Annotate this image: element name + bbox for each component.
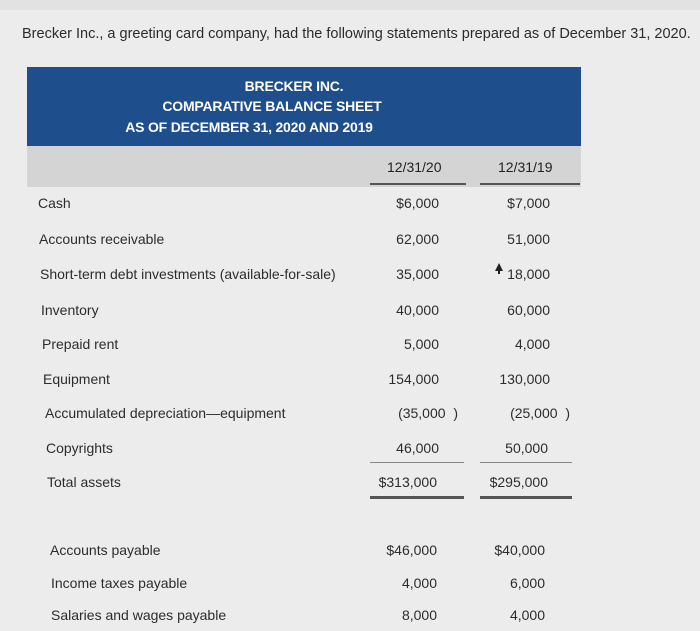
statement-header xyxy=(27,67,581,146)
value-2020-prepaid-rent: 5,000 xyxy=(403,336,439,352)
value-2019-salaries-wages-payable: 4,000 xyxy=(509,607,545,623)
row-label-inventory: Inventory xyxy=(41,302,99,318)
value-2020-cash: $6,000 xyxy=(396,195,439,211)
value-2019-accounts-receivable: 51,000 xyxy=(507,231,550,247)
value-2019-accumulated-depreciation: (25,000 ) xyxy=(510,405,570,421)
row-label-short-term-investments: Short-term debt investments (available-for-sale) xyxy=(40,266,336,282)
subtotal-line-2020 xyxy=(370,462,464,463)
subtotal-line-2019 xyxy=(480,462,572,463)
column-header-2020: 12/31/20 xyxy=(387,159,442,175)
column-underline-2020 xyxy=(370,183,466,185)
total-double-line-2019 xyxy=(480,496,572,499)
value-2019-equipment: 130,000 xyxy=(499,371,550,387)
total-double-line-2020 xyxy=(370,496,464,499)
value-2020-copyrights: 46,000 xyxy=(396,440,439,456)
row-label-accumulated-depreciation: Accumulated depreciation—equipment xyxy=(45,405,286,421)
value-2020-accumulated-depreciation: (35,000 ) xyxy=(398,405,458,421)
value-2019-total-assets: $295,000 xyxy=(489,474,548,490)
statement-period: AS OF DECEMBER 31, 2020 AND 2019 xyxy=(125,119,373,135)
row-label-cash: Cash xyxy=(38,195,71,211)
intro-text: Brecker Inc., a greeting card company, had the following statements prepared as of December 31, 2020. xyxy=(22,26,691,42)
row-label-total-assets: Total assets xyxy=(47,474,121,490)
row-label-copyrights: Copyrights xyxy=(46,440,113,456)
value-2019-short-term-investments: 18,000 xyxy=(507,266,550,282)
value-2019-income-taxes-payable: 6,000 xyxy=(509,575,545,591)
value-2020-equipment: 154,000 xyxy=(388,371,439,387)
value-2020-total-assets: $313,000 xyxy=(378,474,437,490)
column-header-2019: 12/31/19 xyxy=(498,159,553,175)
value-2020-short-term-investments: 35,000 xyxy=(396,266,439,282)
value-2020-salaries-wages-payable: 8,000 xyxy=(401,607,437,623)
mouse-cursor-icon xyxy=(495,263,503,271)
value-2019-copyrights: 50,000 xyxy=(505,440,548,456)
column-underline-2019 xyxy=(480,183,580,185)
row-label-salaries-wages-payable: Salaries and wages payable xyxy=(51,607,227,623)
value-2020-accounts-receivable: 62,000 xyxy=(396,231,439,247)
company-name: BRECKER INC. xyxy=(244,78,344,94)
value-2020-inventory: 40,000 xyxy=(396,302,439,318)
row-label-prepaid-rent: Prepaid rent xyxy=(42,336,119,352)
value-2020-income-taxes-payable: 4,000 xyxy=(401,575,437,591)
value-2019-inventory: 60,000 xyxy=(507,302,550,318)
row-label-equipment: Equipment xyxy=(43,371,110,387)
row-label-income-taxes-payable: Income taxes payable xyxy=(51,575,188,591)
value-2019-cash: $7,000 xyxy=(507,195,550,211)
value-2019-accounts-payable: $40,000 xyxy=(494,542,545,558)
value-2019-prepaid-rent: 4,000 xyxy=(514,336,550,352)
top-strip xyxy=(0,0,700,10)
row-label-accounts-payable: Accounts payable xyxy=(50,542,161,558)
statement-title: COMPARATIVE BALANCE SHEET xyxy=(162,98,382,114)
row-label-accounts-receivable: Accounts receivable xyxy=(39,231,165,247)
value-2020-accounts-payable: $46,000 xyxy=(386,542,437,558)
